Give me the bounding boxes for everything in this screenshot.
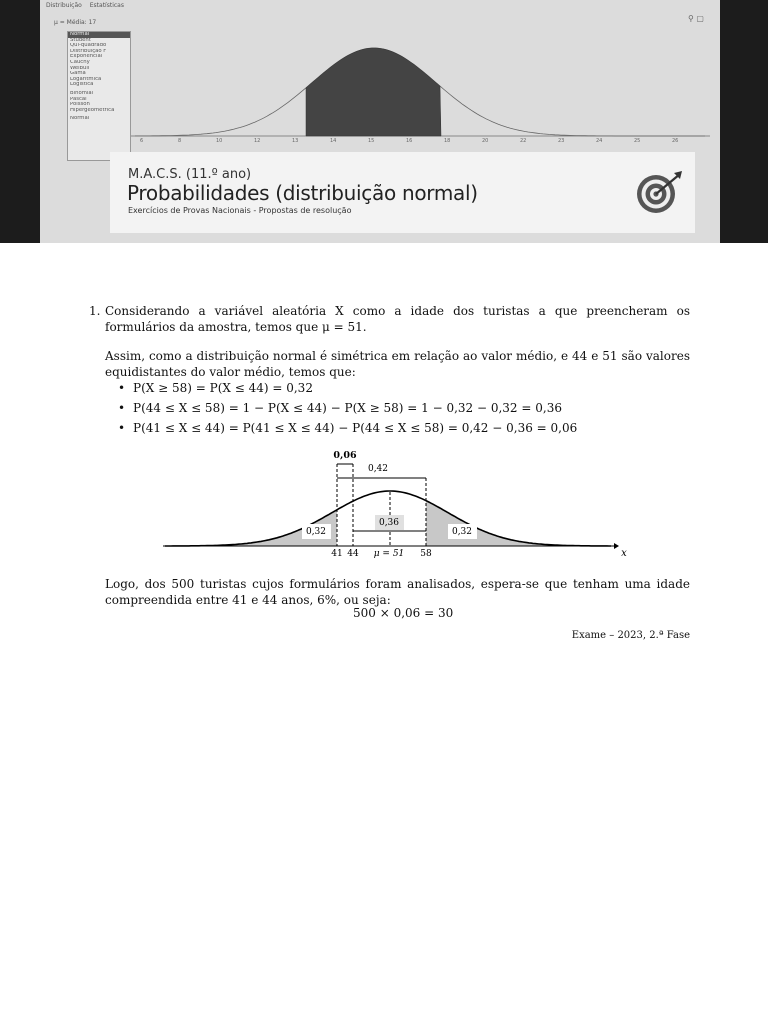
exercise-paragraph: Assim, como a distribuição normal é simétrica em relação ao valor médio, e 44 e 51 são valores equidistantes do valor médio, temos que: xyxy=(105,349,690,379)
normal-distribution-figure xyxy=(160,447,640,567)
distribution-menu-item[interactable]: Normal xyxy=(68,32,130,38)
tick-mean: μ = 51 xyxy=(373,549,405,559)
app-axis-tick: 12 xyxy=(254,138,261,144)
app-tab: Estatísticas xyxy=(89,2,124,9)
conclusion-text: Logo, dos 500 turistas cujos formulários foram analisados, espera-se que tenham uma idade compreendida entre 41 e 44 anos, 6%, ou seja: xyxy=(105,577,690,607)
app-axis-tick: 24 xyxy=(596,138,603,144)
distribution-menu-item[interactable]: Cauchy xyxy=(70,59,90,65)
label-042: 0,42 xyxy=(367,464,389,474)
distribution-menu-item[interactable]: Binomial xyxy=(70,90,94,96)
app-axis-tick: 14 xyxy=(330,138,337,144)
tick-58: 58 xyxy=(420,549,432,559)
app-axis-tick: 23 xyxy=(558,138,565,144)
app-axis-tick: 25 xyxy=(634,138,641,144)
distribution-menu-item[interactable]: Normal xyxy=(70,116,90,122)
distribution-menu-item[interactable]: Student xyxy=(70,37,91,43)
distribution-menu-item[interactable]: Qui-quadrado xyxy=(70,43,107,49)
app-mu-label: μ = Média: 17 xyxy=(54,19,97,26)
list-item: • P(41 ≤ X ≤ 44) = P(41 ≤ X ≤ 44) − P(44 ≤ X ≤ 58) = 0,42 − 0,36 = 0,06 xyxy=(118,421,577,441)
axis-var-label: x xyxy=(621,548,627,559)
label-right-tail: 0,32 xyxy=(451,527,473,537)
target-icon xyxy=(634,170,686,214)
page-subtitle: Exercícios de Provas Nacionais - Propostas de resolução xyxy=(128,206,352,215)
right-tail-area xyxy=(426,501,612,546)
label-006: 0,06 xyxy=(333,450,357,461)
app-axis-tick: 6 xyxy=(140,138,144,144)
exercise-number: 1. xyxy=(89,304,101,318)
x-axis-arrow xyxy=(614,543,619,549)
exam-source: Exame – 2023, 2.ª Fase xyxy=(571,630,690,641)
app-axis-tick: 15 xyxy=(368,138,375,144)
distribution-menu-item[interactable]: Logarítmica xyxy=(70,76,102,82)
app-axis-tick: 26 xyxy=(672,138,679,144)
app-axis-tick: 20 xyxy=(482,138,489,144)
app-axis-tick: 8 xyxy=(178,138,182,144)
app-tab: Distribuição xyxy=(46,2,82,9)
page-title: Probabilidades (distribuição normal) xyxy=(127,181,478,205)
label-left-tail: 0,32 xyxy=(305,527,327,537)
tick-44: 44 xyxy=(347,549,359,559)
list-item: • P(X ≥ 58) = P(X ≤ 44) = 0,32 xyxy=(118,381,577,401)
distribution-menu-item[interactable]: Gama xyxy=(70,71,86,77)
header-banner xyxy=(0,0,768,243)
distribution-menu-item[interactable]: Weibull xyxy=(70,65,90,71)
tick-41: 41 xyxy=(331,549,343,559)
distribution-menu-item[interactable]: Logística xyxy=(70,82,94,88)
distribution-menu-item[interactable]: Poisson xyxy=(70,102,90,108)
app-axis-tick: 10 xyxy=(216,138,223,144)
probability-list xyxy=(118,381,577,441)
distribution-menu-item[interactable]: Distribuição F xyxy=(70,48,107,54)
distribution-menu-item[interactable]: Exponencial xyxy=(70,54,103,60)
list-item: • P(44 ≤ X ≤ 58) = 1 − P(X ≤ 44) − P(X ≥ 58) = 1 − 0,32 − 0,32 = 0,36 xyxy=(118,401,577,421)
app-axis-tick: 18 xyxy=(444,138,451,144)
exercise-intro: Considerando a variável aleatória X como a idade dos turistas a que preencheram os formulários da amostra, temos que μ = 51. xyxy=(105,304,690,334)
distribution-menu-item[interactable]: Hipergeométrica xyxy=(70,107,115,113)
title-box xyxy=(110,152,695,233)
app-window-icons: ⚲ ▢ xyxy=(688,14,704,23)
distribution-menu-item[interactable]: Pascal xyxy=(70,96,87,102)
label-middle: 0,36 xyxy=(378,518,400,528)
final-equation: 500 × 0,06 = 30 xyxy=(353,606,454,620)
distribution-dropdown[interactable] xyxy=(67,31,131,161)
app-axis-tick: 16 xyxy=(406,138,413,144)
course-label: M.A.C.S. (11.º ano) xyxy=(128,167,252,182)
app-axis-tick: 13 xyxy=(292,138,299,144)
app-axis-tick: 22 xyxy=(520,138,527,144)
